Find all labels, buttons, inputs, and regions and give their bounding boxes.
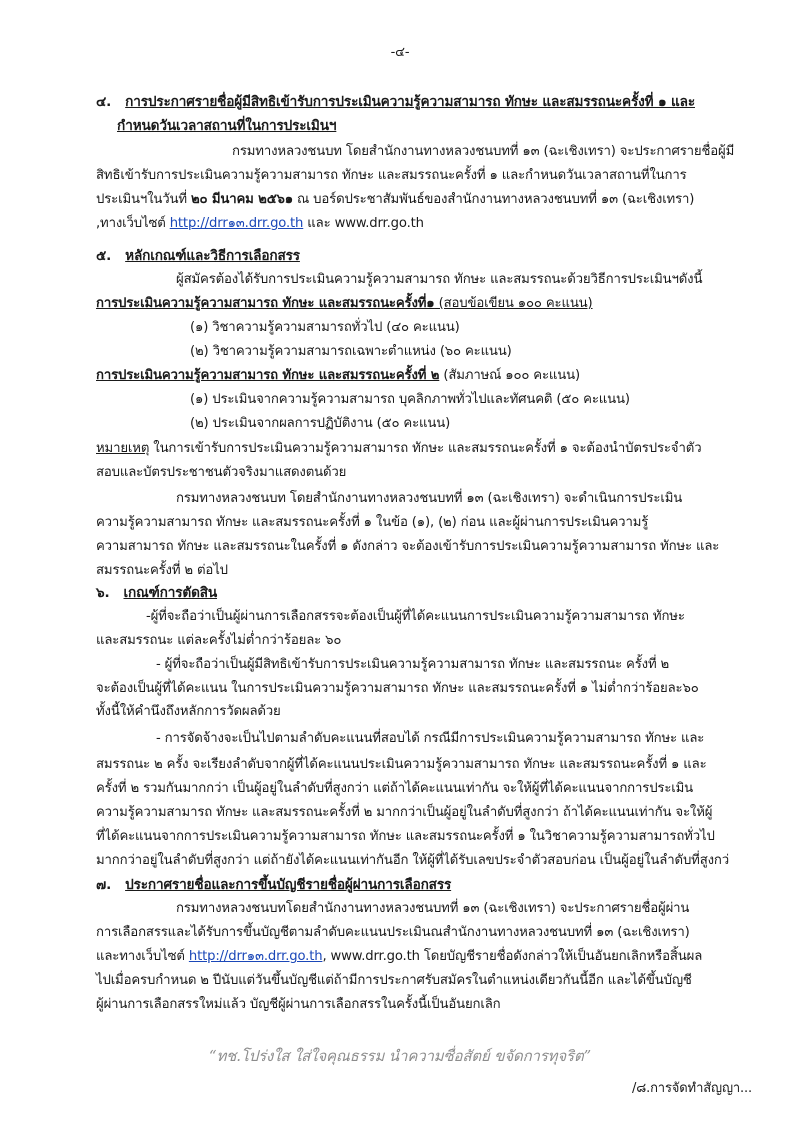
list-item: (๑) ประเมินจากความรู้ความสามารถ บุคลิกภาพทั่วไปและทัศนคติ (๕๐ คะแนน)	[190, 392, 630, 407]
paragraph-line: การเลือกสรรและได้รับการขึ้นบัญชีตามลำดับคะแนนประเมินณสำนักงานทางหลวงชนบทที่ ๑๓ (ฉะเชิงเทรา)	[96, 925, 690, 940]
criteria-line: ความรู้ความสามารถ ทักษะ และสมรรถนะครั้งที่ ๒ มากกว่าเป็นผู้อยู่ในลำดับที่สูงกว่า ถ้าได้คะแนนเท่ากัน จะให้ผู้	[96, 805, 713, 820]
paragraph-line: กรมทางหลวงชนบท โดยสำนักงานทางหลวงชนบทที่ ๑๓ (ฉะเชิงเทรา) จะประกาศรายชื่อผู้มี	[232, 144, 735, 159]
paragraph-line: กรมทางหลวงชนบทโดยสำนักงานทางหลวงชนบทที่ ๑๓ (ฉะเชิงเทรา) จะประกาศรายชื่อผู้ผ่าน	[176, 901, 690, 916]
text: ประเมินฯในวันที่	[96, 192, 191, 207]
criteria-line: - การจัดจ้างจะเป็นไปตามลำดับคะแนนที่สอบได้ กรณีมีการประเมินความรู้ความสามารถ ทักษะ และ	[156, 731, 705, 746]
section-number: ๖.	[96, 585, 110, 601]
round1-heading	[96, 295, 593, 313]
section-5-heading	[96, 247, 300, 265]
section-4-heading-cont	[117, 117, 336, 135]
paragraph-line: ไปเมื่อครบกำหนด ๒ ปีนับแต่วันขึ้นบัญชีแต่ถ้ามีการประกาศรับสมัครในตำแหน่งเดียวกันนี้อีก และได้ขึ้นบัญชี	[96, 973, 692, 988]
section-number: ๔.	[96, 94, 112, 110]
paragraph-line	[96, 948, 702, 966]
paragraph-line: กรมทางหลวงชนบท โดยสำนักงานทางหลวงชนบทที่ ๑๓ (ฉะเชิงเทรา) จะดำเนินการประเมิน	[176, 491, 683, 506]
list-item: (๒) ประเมินจากผลการปฏิบัติงาน (๕๐ คะแนน)	[190, 416, 451, 431]
announcement-date: ๒๐ มีนาคม ๒๕๖๑	[190, 192, 293, 207]
text: และ www.drr.go.th	[303, 216, 424, 231]
criteria-line: มากกว่าอยู่ในลำดับที่สูงกว่า แต่ถ้ายังได้คะแนนเท่ากันอีก ให้ผู้ที่ได้รับเลขประจำตัวสอบก่อน เป็นผู้อยู่ในลำดับที่สูงกว่	[96, 853, 729, 868]
round-detail: (สอบข้อเขียน ๑๐๐ คะแนน)	[434, 296, 593, 311]
round2-heading	[96, 367, 580, 385]
page-number: -๔-	[390, 45, 410, 60]
section-4-heading	[96, 93, 695, 111]
section-title: ประกาศรายชื่อและการขึ้นบัญชีรายชื่อผู้ผ่านการเลือกสรร	[125, 877, 452, 893]
section-title: การประกาศรายชื่อผู้มีสิทธิเข้ารับการประเมินความรู้ความสามารถ ทักษะ และสมรรถนะครั้งที่ ๑ และ	[125, 94, 695, 110]
text: ,ทางเว็บไซต์	[96, 216, 170, 231]
list-item: (๑) วิชาความรู้ความสามารถทั่วไป (๔๐ คะแนน)	[190, 320, 460, 335]
text: ณ บอร์ดประชาสัมพันธ์ของสำนักงานทางหลวงชนบทที่ ๑๓ (ฉะเชิงเทรา)	[293, 192, 695, 207]
text: และทางเว็บไซต์	[96, 949, 189, 964]
paragraph-line: ผู้ผ่านการเลือกสรรใหม่แล้ว บัญชีผู้ผ่านการเลือกสรรในครั้งนี้เป็นอันยกเลิก	[96, 997, 501, 1012]
list-item: (๒) วิชาความรู้ความสามารถเฉพาะตำแหน่ง (๖๐ คะแนน)	[190, 344, 512, 359]
paragraph-line	[96, 191, 694, 209]
criteria-line: ทั้งนี้ให้คำนึงถึงหลักการวัดผลด้วย	[96, 704, 281, 719]
section-title: กำหนดวันเวลาสถานที่ในการประเมินฯ	[117, 118, 337, 134]
paragraph-line	[96, 215, 424, 233]
paragraph-line: ผู้สมัครต้องได้รับการประเมินความรู้ความสามารถ ทักษะ และสมรรถนะด้วยวิธีการประเมินฯดังนี้	[176, 272, 703, 287]
round-detail: (สัมภาษณ์ ๑๐๐ คะแนน)	[439, 368, 580, 383]
section-title: เกณฑ์การตัดสิน	[123, 585, 218, 601]
criteria-line: ที่ได้คะแนนจากการประเมินความรู้ความสามารถ ทักษะ และสมรรถนะครั้งที่ ๑ ในวิชาความรู้ความสามารถทั่วไป	[96, 829, 715, 844]
criteria-line: สมรรถนะ ๒ ครั้ง จะเรียงลำดับจากผู้ที่ได้คะแนนประเมินความรู้ความสามารถ ทักษะ และสมรรถนะครั้งที่ ๑ และ	[96, 757, 707, 772]
footer-motto: “ทช.โปร่งใส ใส่ใจคุณธรรม นำความซื่อสัตย์ ขจัดการทุจริต”	[208, 1047, 592, 1065]
note-line	[96, 440, 701, 458]
paragraph-line: สิทธิเข้ารับการประเมินความรู้ความสามารถ ทักษะ และสมรรถนะครั้งที่ ๑ และกำหนดวันเวลาสถานที่ในการ	[96, 168, 687, 183]
section-6-heading	[96, 584, 217, 602]
paragraph-line: ความรู้ความสามารถ ทักษะ และสมรรถนะครั้งที่ ๑ ในข้อ (๑), (๒) ก่อน และผู้ผ่านการประเมินความรู้	[96, 515, 649, 530]
criteria-line: -ผู้ที่จะถือว่าเป็นผู้ผ่านการเลือกสรรจะต้องเป็นผู้ที่ได้คะแนนการประเมินความรู้ความสามารถ ทักษะ	[146, 609, 685, 624]
section-7-heading	[96, 876, 451, 894]
paragraph-line: ความสามารถ ทักษะ และสมรรถนะในครั้งที่ ๑ ดังกล่าว จะต้องเข้ารับการประเมินความรู้ความสามารถ ทักษะ และ	[96, 539, 720, 554]
website-link[interactable]: http://drr๑๓.drr.go.th	[169, 216, 304, 231]
criteria-line: ครั้งที่ ๒ รวมกันมากกว่า เป็นผู้อยู่ในลำดับที่สูงกว่า แต่ถ้าได้คะแนนเท่ากัน จะให้ผู้ที่ได้คะแนนจากการประเมิน	[96, 781, 694, 796]
round-title: การประเมินความรู้ความสามารถ ทักษะ และสมรรถนะครั้งที่๑	[96, 296, 435, 311]
continuation-marker: /๘.การจัดทำสัญญา...	[631, 1081, 752, 1096]
note-line: สอบและบัตรประชาชนตัวจริงมาแสดงตนด้วย	[96, 465, 347, 480]
text: , www.drr.go.th โดยบัญชีรายชื่อดังกล่าวให้เป็นอันยกเลิกหรือสิ้นผล	[322, 949, 703, 964]
round-title: การประเมินความรู้ความสามารถ ทักษะ และสมรรถนะครั้งที่ ๒	[96, 368, 440, 383]
paragraph-line: สมรรถนะครั้งที่ ๒ ต่อไป	[96, 563, 228, 578]
criteria-line: จะต้องเป็นผู้ที่ได้คะแนน ในการประเมินความรู้ความสามารถ ทักษะ และสมรรถนะครั้งที่ ๑ ไม่ต่ำกว่าร้อยละ๖๐	[96, 681, 699, 696]
section-number: ๗.	[96, 877, 112, 893]
website-link[interactable]: http://drr๑๓.drr.go.th	[188, 949, 323, 964]
section-title: หลักเกณฑ์และวิธีการเลือกสรร	[125, 248, 300, 264]
text: ในการเข้ารับการประเมินความรู้ความสามารถ ทักษะ และสมรรถนะครั้งที่ ๑ จะต้องนำบัตรประจำตัว	[149, 441, 702, 456]
note-label: หมายเหตุ	[96, 441, 150, 456]
criteria-line: และสมรรถนะ แต่ละครั้งไม่ต่ำกว่าร้อยละ ๖๐	[96, 633, 342, 648]
section-number: ๕.	[96, 248, 112, 264]
criteria-line: - ผู้ที่จะถือว่าเป็นผู้มีสิทธิเข้ารับการประเมินความรู้ความสามารถ ทักษะ และสมรรถนะ ครั้งที่ ๒	[156, 657, 670, 672]
